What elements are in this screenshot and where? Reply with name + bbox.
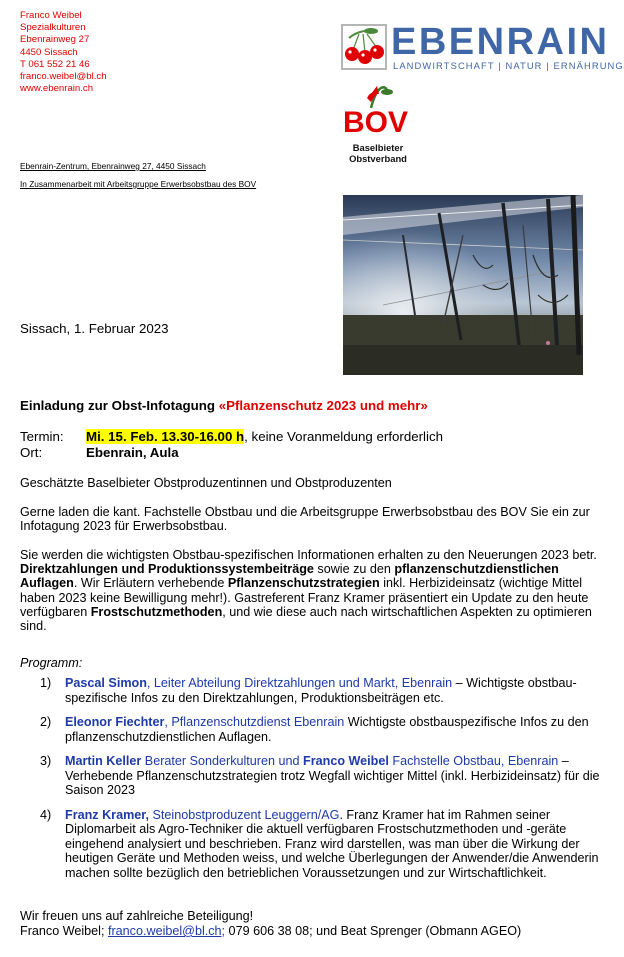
programm-item: [40, 808, 616, 881]
programm-item: [40, 676, 616, 705]
programm-item-text: – Verhebende Pflanzenschutzstrategien trotz Wegfall wichtiger Mittel (inkl. Herbizideinsatz) für die Saison 2023: [65, 754, 600, 797]
sender-email: franco.weibel@bl.ch: [20, 71, 107, 83]
ebenrain-logo-text: EBENRAIN: [391, 21, 610, 63]
info-bold-2: pflanzenschutzdienstlichen Auflagen: [20, 562, 559, 591]
place-date: Sissach, 1. Februar 2023: [20, 321, 169, 336]
intro-paragraph: Gerne laden die kant. Fachstelle Obstbau und die Arbeitsgruppe Erwerbsobstbau des BOV Sie ein zur Infotagung 2023 für Erwerbsobstbau.: [20, 505, 590, 534]
sender-phone: T 061 552 21 46: [20, 58, 90, 70]
info-text-1: Sie werden die wichtigsten Obstbau-spezifischen Informationen erhalten zu den Neuerungen 2023 betr.: [20, 548, 597, 562]
programm-item-number: 1): [40, 676, 52, 690]
sender-city: 4450 Sissach: [20, 46, 78, 58]
bov-emblem-icon: [341, 84, 413, 142]
programm-item: [40, 754, 616, 798]
closing-name: Franco Weibel;: [20, 924, 108, 938]
ort-value: Ebenrain, Aula: [86, 445, 179, 460]
sender-block: [20, 10, 107, 95]
speaker-role: Steinobstproduzent Leuggern/AG: [149, 807, 340, 822]
invitation-title: [20, 398, 428, 413]
sender-street: Ebenrainweg 27: [20, 34, 90, 46]
programm-item-text: – Wichtigste obstbau-spezifische Infos zu den Direktzahlungen, Produktionsbeiträgen etc.: [65, 676, 577, 705]
orchard-frost-photo: [343, 195, 583, 375]
programm-list: [40, 676, 616, 890]
termin-date: Mi. 15. Feb. 13.30-16.00 h: [86, 429, 245, 444]
title-prefix: Einladung zur Obst-Infotagung: [20, 398, 219, 413]
programm-item-body: [65, 715, 616, 744]
programm-item-number: 4): [40, 807, 52, 822]
greeting: Geschätzte Baselbieter Obstproduzentinnen und Obstproduzenten: [20, 476, 392, 490]
programm-item-body: [65, 676, 616, 705]
speaker-role: , Pflanzenschutzdienst Ebenrain: [164, 715, 345, 729]
programm-item-body: [65, 808, 616, 881]
info-text-4: inkl. Herbizideinsatz (wichtige Mittel haben 2023 keine Bewilligung mehr!). Gastreferent Franz Kramer präsentiert ein Update zu den heute verfügbaren: [20, 576, 589, 619]
programm-item-number: 3): [40, 754, 52, 768]
programm-item-text: . Franz Kramer hat im Rahmen seiner Diplomarbeit als Agro-Techniker die aktuell verfügbaren Frostschutzmethoden und -geräte eingehend analysiert und beschrieben. Franz wird darstellen, was man über die Wirkung der heutigen Geräte und Methoden weiss, und welche Überlegungen der Anwender/die Anwenderin machen sollte bezüglich den betrieblichen Voraussetzungen und zur Wirtschaftlichkeit.: [65, 807, 599, 880]
closing-contact: [20, 924, 521, 939]
speaker-name-2: Franco Weibel: [303, 754, 389, 768]
sender-name: Franco Weibel: [20, 10, 82, 21]
programm-item-number: 2): [40, 715, 52, 729]
cherry-logo-icon: [341, 24, 387, 70]
info-bold-3: Pflanzenschutzstrategien: [227, 576, 380, 591]
info-bold-1: Direktzahlungen und Produktionssystembeiträge: [20, 562, 314, 577]
bov-letters: BOV: [343, 106, 409, 139]
closing-rest: 079 606 38 08; und Beat Sprenger (Obmann AGEO): [225, 924, 522, 938]
programm-item-text: Wichtigste obstbauspezifische Infos zu den pflanzenschutzdienstlichen Auflagen.: [65, 715, 589, 744]
closing-line: Wir freuen uns auf zahlreiche Beteiligung!: [20, 909, 254, 923]
programm-item-body: [65, 754, 616, 798]
ort-label: Ort:: [20, 445, 43, 460]
speaker-name: Pascal Simon: [65, 676, 147, 690]
bov-caption-line1: Baselbieter: [352, 142, 404, 153]
sender-website: www.ebenrain.ch: [20, 83, 94, 95]
title-event-name: «Pflanzenschutz 2023 und mehr»: [218, 398, 428, 413]
info-text-5: , und wie diese auch nach wirtschaftlichen Aspekten zu optimieren sind.: [20, 604, 592, 634]
termin-note: , keine Voranmeldung erforderlich: [244, 429, 444, 444]
programm-label: Programm:: [20, 656, 83, 670]
bov-logo-caption: [343, 142, 413, 164]
bov-caption-line2: Obstverband: [349, 153, 407, 164]
address-line: Ebenrain-Zentrum, Ebenrainweg 27, 4450 Sissach: [20, 161, 206, 171]
sender-department: Spezialkulturen: [20, 22, 86, 34]
speaker-name: Martin Keller: [65, 754, 142, 768]
speaker-role: Berater Sonderkulturen und: [141, 754, 304, 768]
ebenrain-logo: [341, 21, 624, 74]
closing: [20, 909, 521, 939]
speaker-role-2: Fachstelle Obstbau, Ebenrain: [388, 754, 559, 768]
closing-email-link[interactable]: franco.weibel@bl.ch;: [107, 924, 226, 938]
info-text-3: . Wir Erläutern verhebende: [73, 576, 228, 591]
info-text-2: sowie zu den: [313, 562, 395, 577]
speaker-role: , Leiter Abteilung Direktzahlungen und Markt, Ebenrain: [146, 676, 453, 690]
speaker-name: Eleonor Fiechter: [65, 715, 165, 729]
info-bold-4: Frostschutzmethoden: [90, 604, 223, 619]
ort-row: [20, 445, 179, 460]
termin-row: [20, 429, 443, 444]
info-paragraph: [20, 548, 616, 633]
cooperation-line: In Zusammenarbeit mit Arbeitsgruppe Erwerbsobstbau des BOV: [20, 179, 257, 189]
bov-logo: [341, 84, 413, 166]
ebenrain-logo-tagline: LANDWIRTSCHAFT | NATUR | ERNÄHRUNG: [393, 60, 624, 71]
speaker-name: Franz Kramer,: [65, 807, 149, 822]
programm-item: [40, 715, 616, 744]
termin-label: Termin:: [20, 429, 64, 444]
